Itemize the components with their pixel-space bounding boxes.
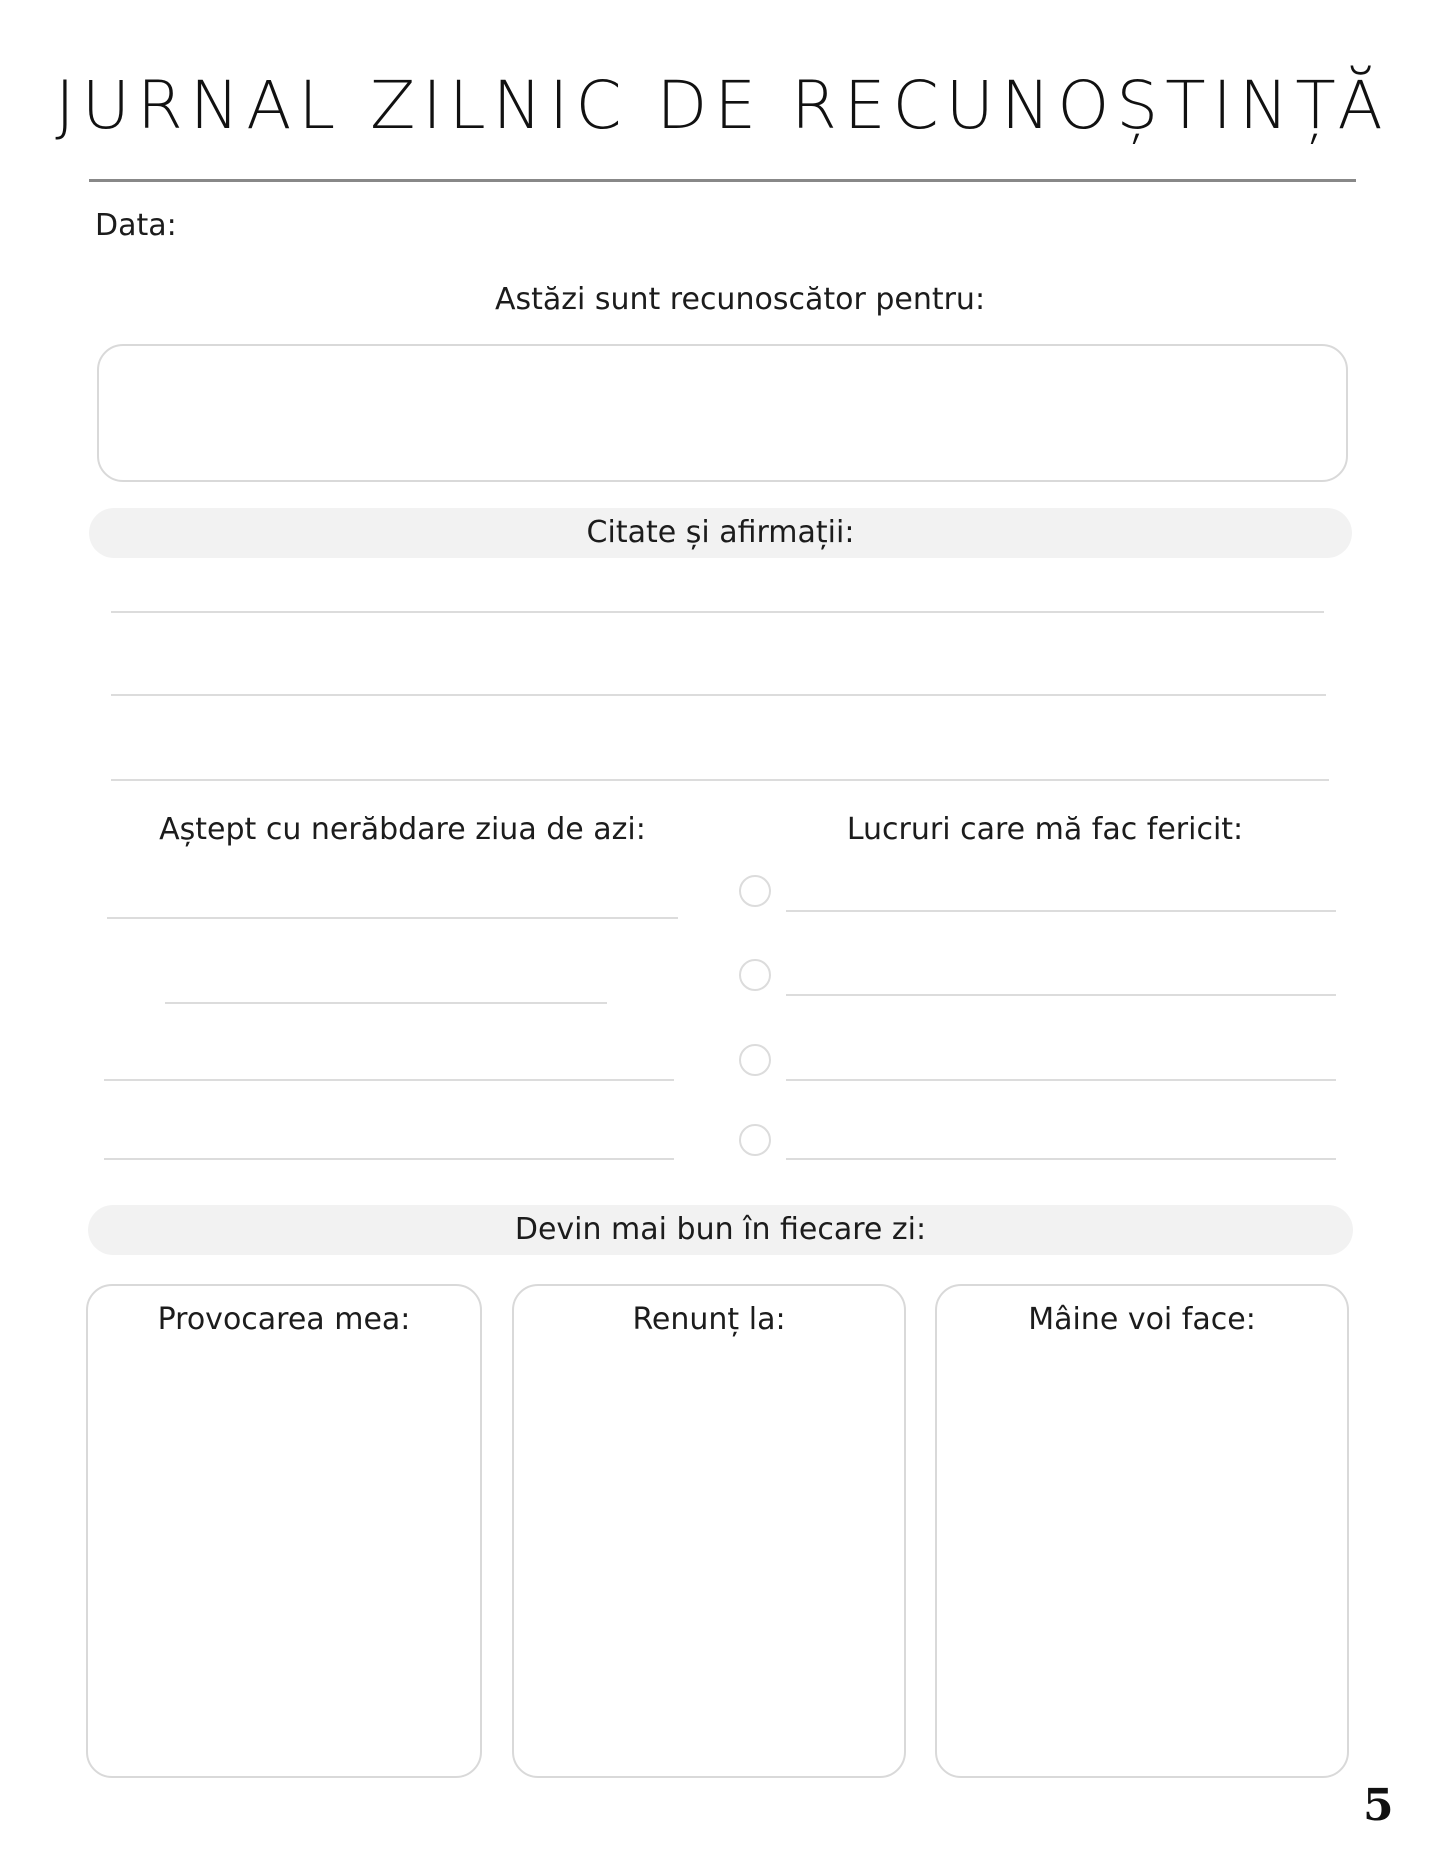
- quotes-heading: Citate și afirmații:: [586, 515, 855, 550]
- tomorrow-label: Mâine voi face:: [1028, 1302, 1256, 1337]
- happy-things-line-1[interactable]: [786, 910, 1336, 912]
- quotes-writing-line-3[interactable]: [111, 779, 1329, 781]
- happy-things-heading: Lucruri care mă fac fericit:: [846, 812, 1244, 847]
- let-go-label: Renunț la:: [632, 1302, 786, 1337]
- gratitude-heading: Astăzi sunt recunoscător pentru:: [494, 282, 986, 317]
- growth-section-header: [88, 1205, 1353, 1255]
- title-divider: [89, 179, 1356, 182]
- looking-forward-heading: Aștept cu nerăbdare ziua de azi:: [159, 812, 646, 847]
- looking-forward-line-2[interactable]: [165, 1002, 607, 1004]
- let-go-box[interactable]: [512, 1284, 906, 1778]
- quotes-writing-line-1[interactable]: [111, 611, 1324, 613]
- gratitude-text-area[interactable]: [97, 344, 1348, 482]
- page-title: JURNAL ZILNIC DE RECUNOȘTINȚĂ: [55, 67, 1390, 144]
- quotes-section-header: [89, 508, 1352, 558]
- page-number: 5: [1363, 1780, 1394, 1831]
- challenge-label: Provocarea mea:: [157, 1302, 411, 1337]
- growth-heading: Devin mai bun în fiecare zi:: [514, 1212, 927, 1247]
- quotes-writing-line-2[interactable]: [111, 694, 1326, 696]
- happy-things-checkbox-2[interactable]: [739, 959, 771, 991]
- happy-things-checkbox-3[interactable]: [739, 1044, 771, 1076]
- tomorrow-box[interactable]: [935, 1284, 1349, 1778]
- happy-things-checkbox-1[interactable]: [739, 875, 771, 907]
- happy-things-checkbox-4[interactable]: [739, 1124, 771, 1156]
- date-label: Data:: [95, 208, 177, 243]
- looking-forward-line-1[interactable]: [107, 917, 678, 919]
- challenge-box[interactable]: [86, 1284, 482, 1778]
- happy-things-line-3[interactable]: [786, 1079, 1336, 1081]
- happy-things-line-4[interactable]: [786, 1158, 1336, 1160]
- looking-forward-line-4[interactable]: [104, 1158, 674, 1160]
- looking-forward-line-3[interactable]: [104, 1079, 674, 1081]
- happy-things-line-2[interactable]: [786, 994, 1336, 996]
